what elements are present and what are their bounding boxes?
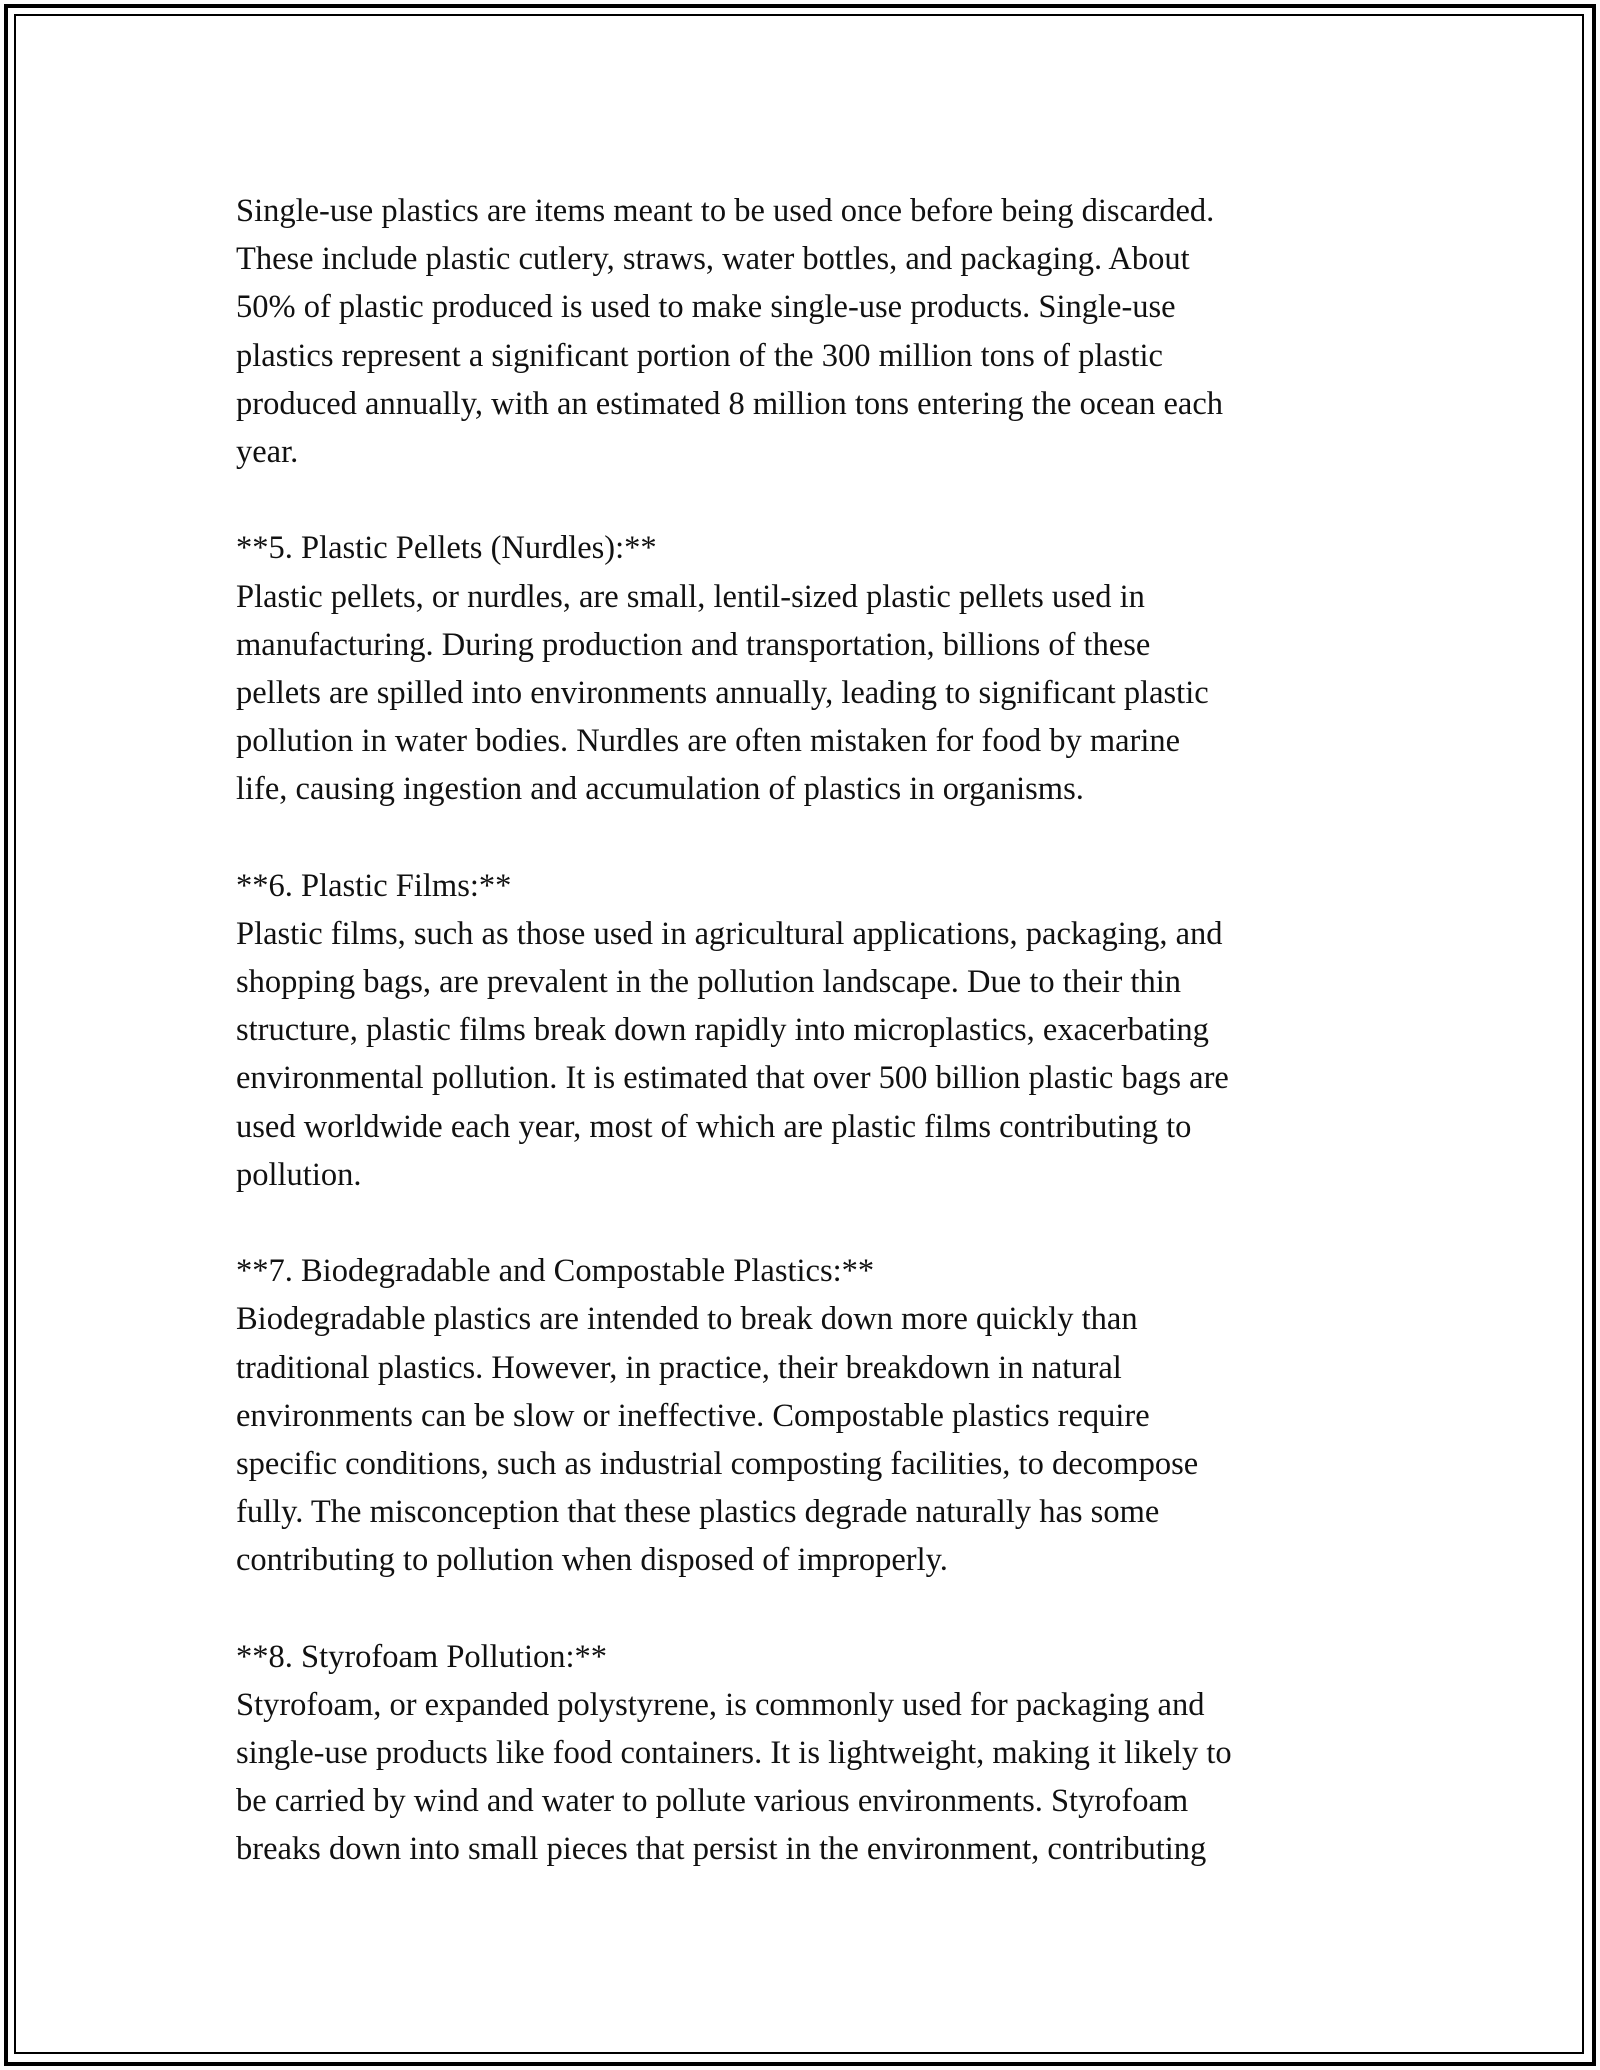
text-line: specific conditions, such as industrial composting facilities, to decompose	[236, 1445, 1199, 1482]
section-heading: **7. Biodegradable and Compostable Plastics:**	[236, 1253, 875, 1290]
section-styrofoam-pollution	[236, 1633, 1366, 1874]
text-line: environmental pollution. It is estimated that over 500 billion plastic bags are	[236, 1060, 1229, 1097]
text-line: be carried by wind and water to pollute various environments. Styrofoam	[236, 1783, 1189, 1820]
paragraph-gap	[236, 1584, 1366, 1632]
text-line: year.	[236, 433, 299, 470]
text-line: produced annually, with an estimated 8 million tons entering the ocean each	[236, 385, 1224, 422]
text-line: traditional plastics. However, in practice, their breakdown in natural	[236, 1349, 1122, 1386]
text-line: Biodegradable plastics are intended to break down more quickly than	[236, 1301, 1138, 1338]
text-line: fully. The misconception that these plastics degrade naturally has some	[236, 1494, 1160, 1531]
intro-paragraph	[236, 187, 1366, 476]
text-line: plastics represent a significant portion of the 300 million tons of plastic	[236, 337, 1163, 374]
text-line: pollution.	[236, 1156, 362, 1193]
text-line: 50% of plastic produced is used to make single-use products. Single-use	[236, 289, 1176, 326]
text-line: pollution in water bodies. Nurdles are often mistaken for food by marine	[236, 723, 1181, 760]
paragraph-gap	[236, 813, 1366, 861]
text-line: shopping bags, are prevalent in the pollution landscape. Due to their thin	[236, 964, 1181, 1000]
paragraph-gap	[236, 476, 1366, 524]
text-line: contributing to pollution when disposed of improperly.	[236, 1542, 948, 1579]
section-heading: **5. Plastic Pellets (Nurdles):**	[236, 530, 657, 567]
section-heading: **6. Plastic Films:**	[236, 867, 512, 904]
text-line: environments can be slow or ineffective. Compostable plastics require	[236, 1397, 1150, 1434]
text-line: Single-use plastics are items meant to be used once before being discarded.	[236, 193, 1215, 229]
text-line: life, causing ingestion and accumulation of plastics in organisms.	[236, 771, 1084, 808]
section-plastic-films	[236, 862, 1366, 1199]
text-line: These include plastic cutlery, straws, water bottles, and packaging. About	[236, 241, 1190, 278]
paragraph-gap	[236, 1199, 1366, 1247]
text-line: single-use products like food containers. It is lightweight, making it likely to	[236, 1735, 1232, 1771]
section-biodegradable-plastics	[236, 1247, 1366, 1584]
text-line: pellets are spilled into environments annually, leading to significant plastic	[236, 674, 1209, 711]
text-line: Styrofoam, or expanded polystyrene, is commonly used for packaging and	[236, 1686, 1205, 1723]
text-line: structure, plastic films break down rapidly into microplastics, exacerbating	[236, 1012, 1209, 1049]
text-line: Plastic pellets, or nurdles, are small, lentil-sized plastic pellets used in	[236, 578, 1145, 615]
section-heading: **8. Styrofoam Pollution:**	[236, 1638, 608, 1675]
text-line: manufacturing. During production and transportation, billions of these	[236, 626, 1151, 663]
text-line: Plastic films, such as those used in agricultural applications, packaging, and	[236, 915, 1223, 952]
text-line: breaks down into small pieces that persist in the environment, contributing	[236, 1831, 1207, 1868]
section-plastic-pellets	[236, 524, 1366, 813]
text-line: used worldwide each year, most of which are plastic films contributing to	[236, 1108, 1192, 1145]
document-body	[236, 187, 1366, 1874]
